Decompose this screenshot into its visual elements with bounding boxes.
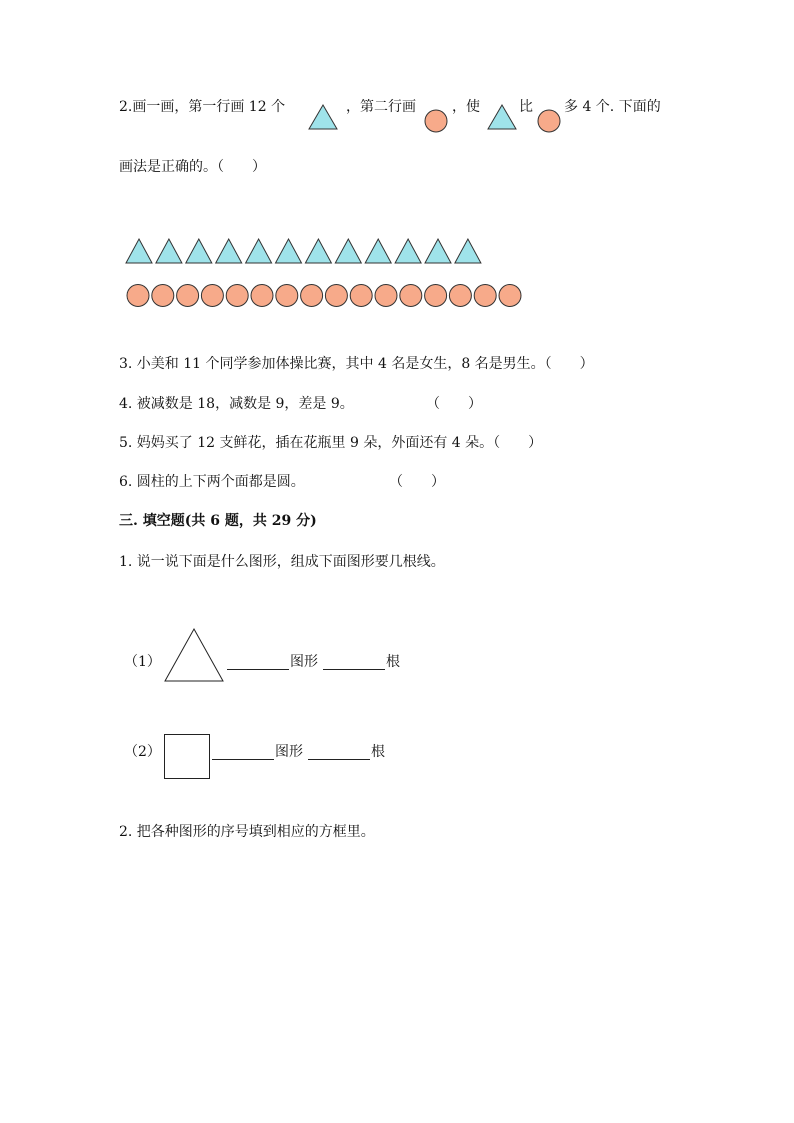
triangle-shape (156, 239, 182, 263)
circle-shape (449, 285, 471, 307)
circle-row (124, 283, 526, 309)
circle-shape (301, 285, 323, 307)
fill2-text: 2. 把各种图形的序号填到相应的方框里。 (119, 824, 375, 840)
triangle-shape (276, 239, 302, 263)
q5-text: 5. 妈妈买了 12 支鲜花，插在花瓶里 9 朵，外面还有 4 朵。（ ） (119, 435, 543, 451)
triangle-icon (308, 104, 338, 130)
triangle-shape (186, 239, 212, 263)
circle-icon (537, 109, 561, 133)
circle-shape (375, 285, 397, 307)
circle-shape (251, 285, 273, 307)
circle-shape (474, 285, 496, 307)
circle-shape (226, 285, 248, 307)
triangle-shape (246, 239, 272, 263)
q2-text-part2: ，第二行画 (346, 99, 416, 115)
triangle-shape (305, 239, 331, 263)
q4-paren: （ ） (426, 396, 482, 412)
q4-text: 4. 被减数是 18，减数是 9，差是 9。 (119, 396, 354, 412)
fill1-item1-count-suffix: 根 (386, 654, 400, 670)
circle-shape (152, 285, 174, 307)
blank-shape-1[interactable] (227, 669, 289, 670)
triangle-icon (487, 104, 517, 130)
triangle-shape (395, 239, 421, 263)
fill1-text: 1. 说一说下面是什么图形，组成下面图形要几根线。 (119, 554, 445, 570)
circle-shape (400, 285, 422, 307)
q2-text-part4: 比 (519, 99, 533, 115)
triangle-row (124, 238, 484, 266)
q2-text-line2: 画法是正确的。（ ） (119, 159, 266, 175)
circle-shape (127, 285, 149, 307)
triangle-shape (455, 239, 481, 263)
circle-shape (325, 285, 347, 307)
q2-text-part1: 2.画一画，第一行画 12 个 (119, 99, 286, 115)
section-title: 三. 填空题(共 6 题，共 29 分) (119, 513, 317, 529)
circle-shape (276, 285, 298, 307)
q2-text-part5: 多 4 个. 下面的 (564, 99, 661, 115)
blank-shape-2[interactable] (212, 759, 274, 760)
circle-icon (424, 109, 448, 133)
fill1-item1-shape-suffix: 图形 (290, 654, 318, 670)
q3-text: 3. 小美和 11 个同学参加体操比赛，其中 4 名是女生，8 名是男生。（ ） (119, 356, 594, 372)
fill1-item2-count-suffix: 根 (371, 744, 385, 760)
q6-text: 6. 圆柱的上下两个面都是圆。 (119, 474, 305, 490)
fill1-item2-label: （2） (124, 744, 161, 760)
blank-count-2[interactable] (308, 759, 370, 760)
triangle-shape (335, 239, 361, 263)
blank-count-1[interactable] (323, 669, 385, 670)
triangle-shape (365, 239, 391, 263)
triangle-shape (425, 239, 451, 263)
fill1-item1-label: （1） (124, 654, 161, 670)
triangle-outline (164, 628, 226, 684)
circle-shape (499, 285, 521, 307)
circle-shape (425, 285, 447, 307)
q6-paren: （ ） (389, 474, 445, 490)
circle-shape (201, 285, 223, 307)
square-outline (164, 734, 211, 780)
fill1-item2-shape-suffix: 图形 (275, 744, 303, 760)
triangle-shape (216, 239, 242, 263)
circle-shape (350, 285, 372, 307)
q2-text-part3: ，使 (452, 99, 480, 115)
triangle-shape (126, 239, 152, 263)
circle-shape (177, 285, 199, 307)
